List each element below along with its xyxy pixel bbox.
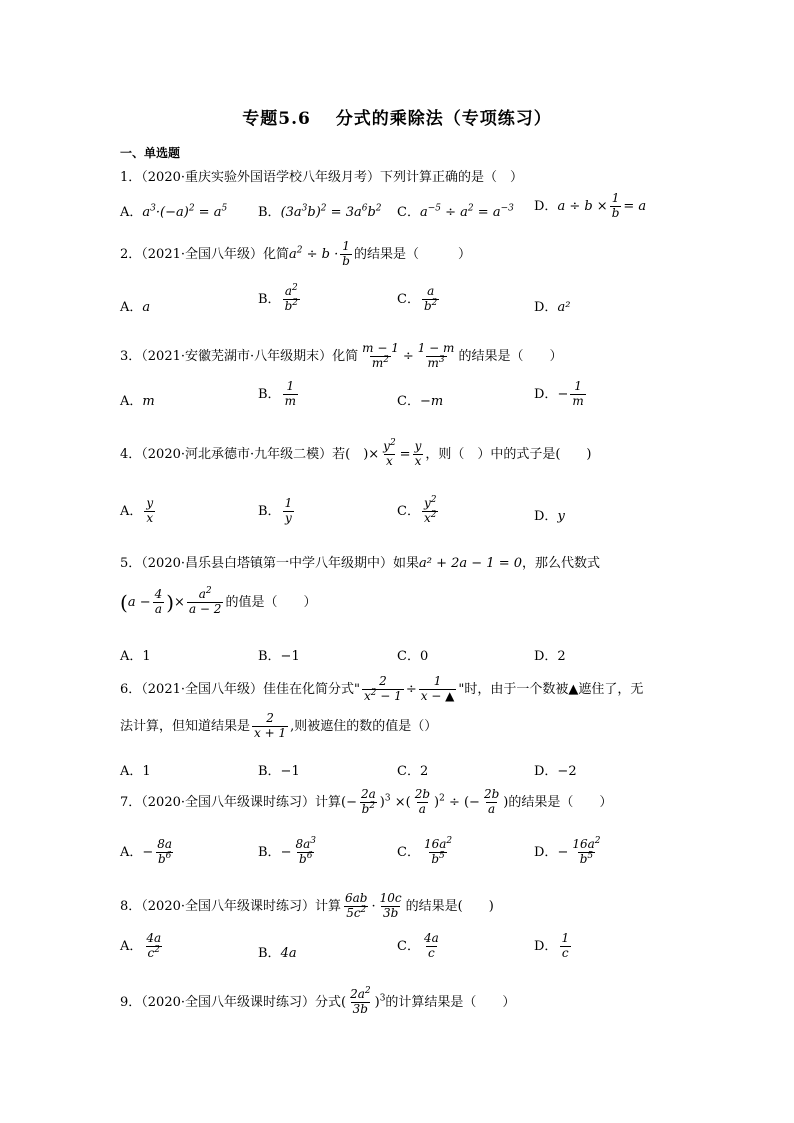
q3-prefix: 3．（2021·安徽芜湖市·八年级期末）化简 — [120, 348, 359, 364]
q7-option-d[interactable]: D．− $\frac{16a^2}{b^5}$ — [534, 836, 601, 866]
q6-suffix: "时，由于一个数被▲遮住了，无 — [458, 681, 644, 697]
q4-option-c[interactable]: C． $\frac{y^2}{x^2}$ — [397, 495, 437, 525]
q1-option-c-label: C． — [397, 205, 420, 220]
q3-option-b-label: B． — [258, 386, 281, 402]
q2-option-a[interactable] — [120, 296, 150, 315]
q2-suffix: 的结果是（ ） — [353, 246, 471, 262]
q7-prefix: 7．（2020·全国八年级课时练习）计算 — [120, 794, 341, 810]
q7-option-a[interactable]: A．− $\frac{8a}{b^6}$ — [120, 837, 173, 866]
q3-option-c-label: C． — [397, 394, 420, 409]
question-5-stem — [120, 552, 600, 571]
q7-option-a-label: A． — [120, 844, 143, 860]
q8-suffix: 的结果是( ) — [405, 898, 494, 914]
q3-suffix: 的结果是（ ） — [458, 348, 563, 364]
q8-option-c[interactable]: C． $\frac{4a}{c}$ — [397, 931, 439, 960]
q4-option-d-value: y — [557, 509, 565, 524]
q7-option-b-label: B． — [258, 844, 281, 860]
q3-option-b[interactable]: B． $\frac{1}{m}$ — [258, 379, 296, 408]
q9-suffix: 的计算结果是（ ） — [385, 994, 516, 1010]
q6-option-d[interactable]: D．−2 — [534, 764, 577, 779]
question-9-stem: 9．（2020·全国八年级课时练习）分式( $\frac{2a^2}{3b}$ )$^3$的计算结果是（ ） — [120, 986, 516, 1016]
question-6-line-2: 法计算，但知道结果是 $\frac{2}{x + 1}$ ,则被遮住的数的值是（） — [120, 711, 438, 740]
q1-option-c[interactable]: C．$a^{-5} \div a^2 = a^{-3}$ — [397, 203, 514, 220]
q7-suffix: 的结果是（ ） — [508, 794, 613, 810]
q5-prefix-2: ，那么代数式 — [522, 556, 601, 571]
q1-option-b[interactable]: B．$(3a^3b)^2 = 3a^6b^2$ — [258, 203, 382, 220]
q4-option-d-label: D． — [534, 509, 558, 524]
q5-option-c[interactable]: C．0 — [397, 649, 429, 664]
q3-option-a-label: A． — [120, 394, 143, 409]
question-2-stem: 2．（2021·全国八年级）化简$a^2 \div b$ · $\frac{1}{b}$ 的结果是（ ） — [120, 239, 471, 268]
q6-prefix: 6．（2021·全国八年级）佳佳在化简分式" — [120, 681, 360, 697]
q3-option-a[interactable] — [120, 390, 155, 409]
page-title: 专题5.6 分式的乘除法（专项练习） — [242, 109, 552, 129]
question-5-expression: (a − $\frac{4}{a}$ )× $\frac{a^2}{a - 2}$ 的值是（ ） — [120, 586, 317, 616]
q1-option-a[interactable]: A．$a^3\cdot(-a)^2 = a^5$ — [120, 203, 228, 220]
q1-option-d-label: D． — [534, 198, 558, 214]
q2-option-c-label: C． — [397, 291, 420, 307]
q2-option-c[interactable]: C． $\frac{a}{b^2}$ — [397, 284, 438, 313]
q2-option-b-label: B． — [258, 291, 281, 307]
q5-option-a[interactable]: A．1 — [120, 649, 151, 664]
q8-option-d-label: D． — [534, 938, 558, 954]
q4-suffix: ，则（ ）中的式子是( ) — [425, 446, 592, 462]
q6-option-b[interactable]: B．−1 — [258, 764, 300, 779]
question-1-stem: 1．（2020·重庆实验外国语学校八年级月考）下列计算正确的是（ ） — [120, 170, 523, 185]
q3-option-c-value: −m — [419, 394, 444, 409]
q8-option-a-label: A． — [120, 938, 143, 954]
q2-option-d-value: a² — [557, 300, 571, 315]
q3-option-d-label: D． — [534, 386, 558, 402]
q7-option-b[interactable]: B．− $\frac{8a^3}{b^6}$ — [258, 836, 316, 866]
q2-prefix: 2．（2021·全国八年级）化简 — [120, 246, 289, 262]
q2-option-d[interactable] — [534, 296, 570, 315]
question-4-stem: 4．（2020·河北承德市·九年级二模）若( )× $\frac{y^2}{x}$ = $\frac{y}{x}$ ，则（ ）中的式子是( ) — [120, 438, 592, 468]
q6-line2-suffix: ,则被遮住的数的值是（） — [290, 718, 438, 734]
q2-option-a-label: A． — [120, 300, 143, 315]
q2-option-d-label: D． — [534, 300, 558, 315]
q6-option-a[interactable]: A．1 — [120, 764, 151, 779]
q1-option-a-label: A． — [120, 205, 143, 220]
q5-option-d[interactable]: D．2 — [534, 649, 566, 664]
q9-prefix: 9．（2020·全国八年级课时练习）分式 — [120, 994, 341, 1010]
q4-option-a-label: A． — [120, 503, 143, 519]
q3-option-a-value: m — [142, 394, 155, 409]
q8-option-d[interactable]: D． $\frac{1}{c}$ — [534, 931, 570, 960]
q2-option-b[interactable]: B． $\frac{a^2}{b^2}$ — [258, 283, 298, 313]
q1-option-b-label: B． — [258, 205, 281, 220]
q5-equation: a² + 2a − 1 = 0 — [419, 556, 522, 571]
q7-option-d-label: D． — [534, 844, 558, 860]
q2-option-a-value: a — [142, 300, 151, 315]
q4-option-b[interactable]: B． $\frac{1}{y}$ — [258, 496, 293, 525]
q4-option-a[interactable]: A． $\frac{y}{x}$ — [120, 496, 154, 525]
question-6-stem: 6．（2021·全国八年级）佳佳在化简分式" $\frac{2}{x^2 - 1}$ ÷ $\frac{1}{x - ▲}$ "时，由于一个数被▲遮住了，无 — [120, 674, 644, 703]
q8-option-a[interactable]: A． $\frac{4a}{c^2}$ — [120, 931, 162, 960]
q4-prefix: 4．（2020·河北承德市·九年级二模）若( )× — [120, 446, 380, 462]
q5-option-b[interactable]: B．−1 — [258, 649, 300, 664]
q7-option-c[interactable]: C． $\frac{16a^2}{b^5}$ — [397, 836, 453, 866]
q6-line2-prefix: 法计算，但知道结果是 — [120, 718, 251, 734]
q4-option-d[interactable] — [534, 505, 565, 524]
q4-option-c-label: C． — [397, 503, 420, 519]
q1-option-d[interactable]: D．a ÷ b × $\frac{1}{b}$ = a — [534, 191, 647, 220]
question-7-stem: 7．（2020·全国八年级课时练习）计算(− $\frac{2a}{b^2}$ )$^3$ ×( $\frac{2b}{a}$ )$^2$ ÷ (− $\frac{2b}{a}$ )的结果是（ ） — [120, 787, 613, 816]
q8-option-c-label: C． — [397, 938, 420, 954]
question-8-stem: 8．（2020·全国八年级课时练习）计算 $\frac{6ab}{5c^2}$ · $\frac{10c}{3b}$ 的结果是( ) — [120, 891, 494, 920]
q8-prefix: 8．（2020·全国八年级课时练习）计算 — [120, 898, 341, 914]
question-3-stem: 3．（2021·安徽芜湖市·八年级期末）化简 $\frac{m - 1}{m^2}$ ÷ $\frac{1 - m}{m^3}$ 的结果是（ ） — [120, 341, 563, 370]
q5-prefix: 5．（2020·昌乐县白塔镇第一中学八年级期中）如果 — [120, 556, 419, 571]
q5-suffix: 的值是（ ） — [225, 594, 317, 610]
q8-option-b-label: B． — [258, 946, 281, 961]
q8-option-b[interactable]: B．4a — [258, 946, 297, 961]
q6-option-c[interactable]: C．2 — [397, 764, 429, 779]
q7-option-c-label: C． — [397, 844, 420, 860]
section-heading: 一、单选题 — [120, 146, 181, 160]
q4-option-b-label: B． — [258, 503, 281, 519]
q3-option-d[interactable]: D．− $\frac{1}{m}$ — [534, 379, 584, 408]
q3-option-c[interactable] — [397, 390, 443, 409]
